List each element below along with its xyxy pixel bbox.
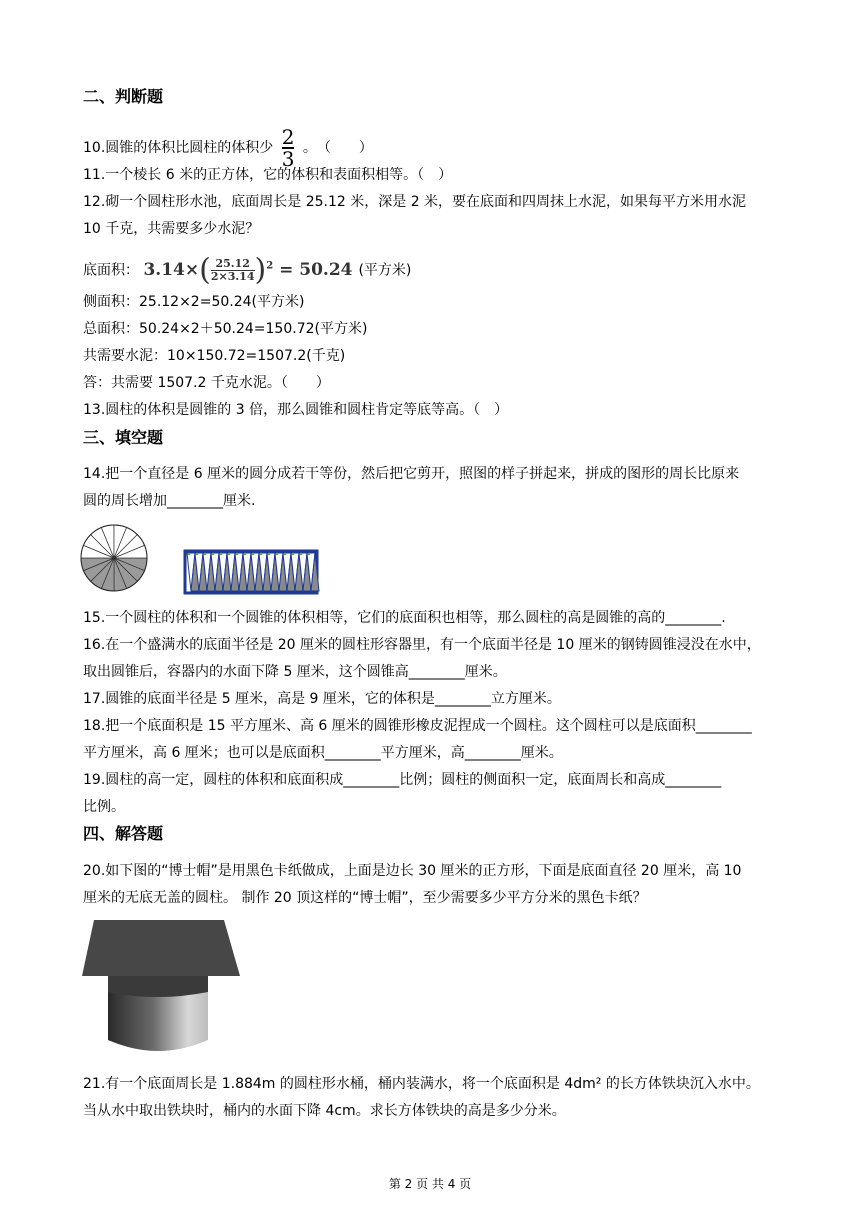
formula-denominator: 2×3.14 (210, 269, 255, 283)
question-12-line2: 10 千克，共需要多少水泥？ (83, 221, 260, 237)
base-area-unit: (平方米) (358, 262, 412, 279)
question-18-line2: 平方厘米，高 6 厘米；也可以是底面积________平方厘米，高________厘米。 (83, 745, 563, 761)
question-15: 15.一个圆柱的体积和一个圆锥的体积相等，它们的底面积也相等，那么圆柱的高是圆锥的高的________. (83, 610, 726, 626)
question-17: 17.圆锥的底面半径是 5 厘米，高是 9 厘米，它的体积是________立方厘米。 (83, 691, 561, 707)
question-20-line2: 厘米的无底无盖的圆柱。 制作 20 顶这样的“博士帽”，至少需要多少平方分米的黑色卡纸？ (83, 890, 647, 906)
fraction-two-thirds (281, 125, 295, 171)
section-heading-fill-blank: 三、填空题 (83, 428, 164, 447)
question-14-line2: 圆的周长增加________厘米. (83, 493, 256, 509)
question-16-line2: 取出圆锥后，容器内的水面下降 5 厘米，这个圆锥高________厘米。 (83, 664, 507, 680)
formula-result: = 50.24 (279, 259, 353, 280)
rectangle-tooth-dot (284, 553, 287, 556)
formula-fraction (211, 258, 255, 283)
question-19-line2: 比例。 (83, 799, 125, 815)
hat-top-square (82, 920, 240, 976)
question-21-line1: 21.有一个底面周长是 1.884m 的圆柱形水桶，桶内装满水，将一个底面积是 4dm² 的长方体铁块沉入水中。 (83, 1076, 760, 1092)
question-12-answer: 答：共需要 1507.2 千克水泥。（ ） (83, 375, 330, 391)
question-21-line2: 当从水中取出铁块时，桶内的水面下降 4cm。求长方体铁块的高是多少分米。 (83, 1103, 566, 1119)
question-20-line1: 20.如下图的“博士帽”是用黑色卡纸做成，上面是边长 30 厘米的正方形，下面是底面直径 20 厘米，高 10 (83, 863, 742, 879)
fraction-denominator: 3 (281, 147, 295, 171)
rectangle-tooth-dot (244, 553, 247, 556)
formula-prefix: 3.14× (143, 259, 200, 280)
question-18-line1: 18.把一个底面积是 15 平方厘米、高 6 厘米的圆锥形橡皮泥捏成一个圆柱。这个圆柱可以是底面积________ (83, 718, 752, 734)
question-12-base-area (83, 252, 412, 288)
rectangle-tooth-dot (212, 553, 215, 556)
section-heading-solve: 四、解答题 (83, 824, 164, 843)
question-10-tail: 。 （ ） (302, 140, 373, 156)
page-footer: 第 2 页 共 4 页 (388, 1177, 472, 1191)
doctor-hat-figure (80, 918, 242, 1060)
rectangle-tooth-dot (300, 553, 303, 556)
rectangle-teeth (187, 553, 319, 591)
question-11: 11.一个棱长 6 米的正方体，它的体积和表面积相等。（ ） (83, 167, 453, 183)
rearranged-rectangle-figure (183, 545, 321, 597)
question-10 (83, 125, 373, 171)
question-12-line1: 12.砌一个圆柱形水池，底面周长是 25.12 米，深是 2 米，要在底面和四周抹上水泥，如果每平方米用水泥 (83, 194, 747, 210)
question-16-line1: 16.在一个盛满水的底面半径是 20 厘米的圆柱形容器里，有一个底面半径是 10 厘米的钢铸圆锥浸没在水中， (83, 637, 761, 653)
question-13: 13.圆柱的体积是圆锥的 3 倍，那么圆锥和圆柱肯定等底等高。（ ） (83, 402, 509, 418)
rectangle-tooth-dot (204, 553, 207, 556)
question-12-cement: 共需要水泥：10×150.72=1507.2(千克) (83, 348, 346, 364)
rectangle-tooth-dot (252, 553, 255, 556)
rectangle-tooth-dot (228, 553, 231, 556)
hat-cylinder-shadow (108, 976, 208, 997)
question-12-side-area: 侧面积：25.12×2=50.24(平方米) (83, 294, 305, 310)
base-area-label: 底面积： (83, 262, 139, 279)
rectangle-tooth-dot (260, 553, 263, 556)
question-19-line1: 19.圆柱的高一定，圆柱的体积和底面积成________比例；圆柱的侧面积一定，底面周长和高成________ (83, 772, 722, 788)
base-area-formula: $3.14\times(\frac{25.12}{2\times 3.14})^2 = 50.24$ (143, 252, 353, 288)
rectangle-tooth-dot (308, 553, 311, 556)
rectangle-tooth-dot (292, 553, 295, 556)
rectangle-tooth-dot (276, 553, 279, 556)
question-12-total-area: 总面积：50.24×2＋50.24=150.72(平方米) (83, 321, 368, 337)
divided-circle-figure (80, 523, 150, 595)
rectangle-tooth-dot (236, 553, 239, 556)
rectangle-tooth-dot (188, 553, 191, 556)
rectangle-tooth-dot (220, 553, 223, 556)
formula-exponent: 2 (266, 260, 274, 271)
hat-cylinder (108, 990, 208, 1051)
section-heading-judgment: 二、判断题 (83, 87, 164, 106)
question-10-text: 10.圆锥的体积比圆柱的体积少 (83, 140, 274, 156)
fraction-numerator: 2 (281, 125, 295, 149)
rectangle-tooth-dot (196, 553, 199, 556)
question-14-line1: 14.把一个直径是 6 厘米的圆分成若干等份，然后把它剪开，照图的样子拼起来，拼成的图形的周长比原来 (83, 466, 740, 482)
rectangle-tooth-dot (268, 553, 271, 556)
formula-numerator: 25.12 (215, 256, 250, 270)
